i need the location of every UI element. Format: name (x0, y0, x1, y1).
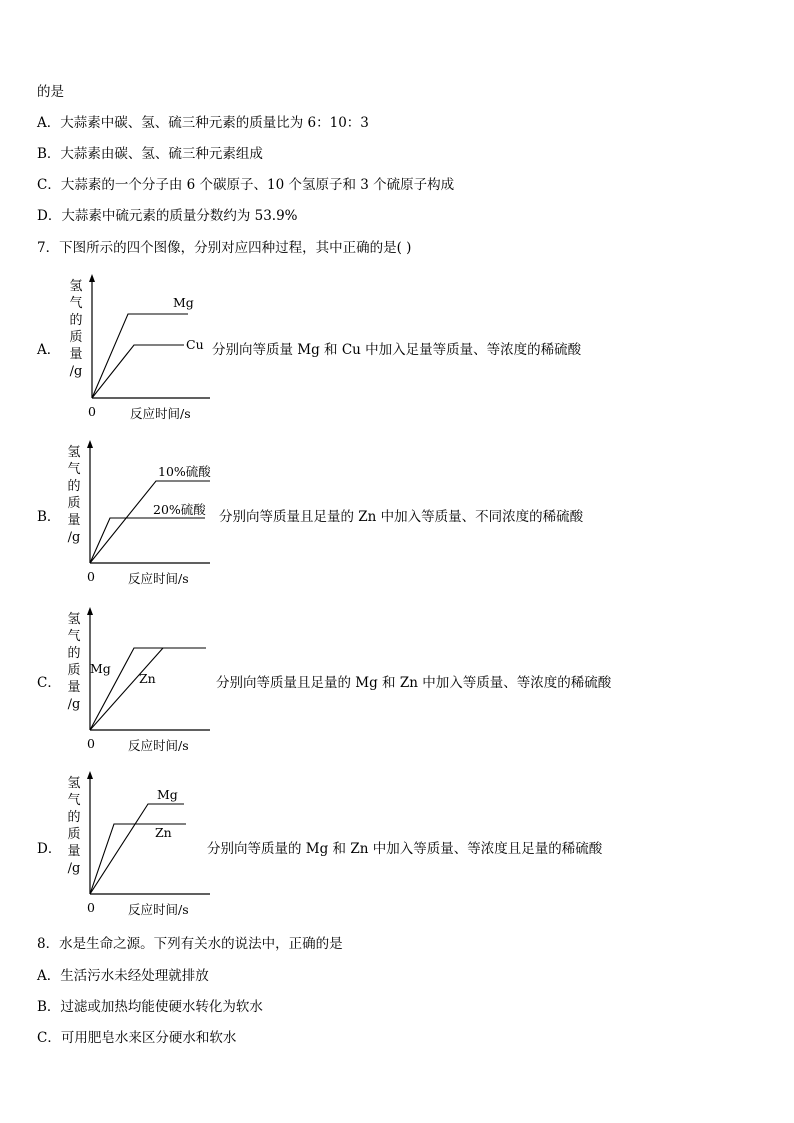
q7-graph-b (60, 436, 210, 596)
y-axis-label (64, 775, 84, 877)
ylabel-char: 量 (67, 513, 81, 528)
q8-option-c (37, 1029, 236, 1047)
option-letter: B． (37, 146, 61, 162)
ylabel-char: 量 (67, 844, 81, 859)
option-letter: A． (37, 115, 61, 131)
ylabel-char: 氢 (69, 279, 83, 294)
ylabel-char: 质 (67, 827, 81, 842)
ylabel-char: 氢 (67, 445, 81, 460)
ylabel-char: /g (69, 364, 83, 379)
q7-option-b-desc: 分别向等质量且足量的 Zn 中加入等质量、不同浓度的稀硫酸 (219, 509, 584, 525)
ylabel-char: 的 (67, 479, 81, 494)
q6-tail: 的是 (37, 84, 64, 100)
q7-option-a-letter: A． (37, 342, 61, 358)
q6-option-d (37, 207, 298, 225)
series-mg-line (92, 314, 188, 398)
y-axis-arrow (87, 771, 93, 779)
ylabel-char: 氢 (67, 612, 81, 627)
q8-option-a (37, 967, 209, 985)
y-axis-label (64, 611, 84, 713)
ylabel-char: 量 (67, 680, 81, 695)
series-label-zn: Zn (155, 825, 172, 840)
ylabel-char: 量 (69, 347, 83, 362)
x-axis-label: 反应时间/s (128, 571, 189, 586)
series-label-10pct: 10%硫酸 (158, 464, 211, 479)
ylabel-char: /g (67, 861, 81, 876)
q8-option-b (37, 998, 263, 1016)
ylabel-char: 的 (67, 646, 81, 661)
option-letter: D． (37, 208, 62, 224)
ylabel-char: 质 (69, 330, 83, 345)
option-letter: C． (37, 1030, 61, 1046)
q7-graph-c (60, 603, 210, 763)
ylabel-char: 气 (67, 793, 81, 808)
y-axis-label (64, 444, 84, 546)
option-text: 大蒜素由碳、氢、硫三种元素组成 (60, 146, 263, 162)
ylabel-char: 氢 (67, 776, 81, 791)
q6-option-a (37, 114, 369, 132)
ylabel-char: 气 (69, 296, 83, 311)
ylabel-char: 质 (67, 496, 81, 511)
option-text: 生活污水未经处理就排放 (60, 968, 209, 984)
x-axis-label: 反应时间/s (128, 902, 189, 917)
option-letter: B． (37, 999, 61, 1015)
option-letter: C． (37, 177, 61, 193)
q7-option-a-desc: 分别向等质量 Mg 和 Cu 中加入足量等质量、等浓度的稀硫酸 (212, 342, 582, 358)
ylabel-char: /g (67, 697, 81, 712)
y-axis-label (66, 278, 86, 380)
ylabel-char: 质 (67, 663, 81, 678)
y-axis-arrow (89, 274, 95, 282)
q7-option-d-letter: D． (37, 841, 62, 857)
series-label-20pct: 20%硫酸 (153, 502, 206, 517)
series-label-cu: Cu (186, 337, 204, 352)
q7-option-b-letter: B． (37, 509, 61, 525)
q6-option-c (37, 176, 454, 194)
q7-graph-a (60, 270, 210, 430)
x-axis-label: 反应时间/s (130, 406, 191, 421)
x-axis-label: 反应时间/s (128, 738, 189, 753)
q7-stem: 7．下图所示的四个图像，分别对应四种过程，其中正确的是( ) (37, 240, 412, 256)
series-20pct-line (90, 518, 205, 563)
series-mg-line (90, 804, 184, 894)
y-axis-arrow (87, 607, 93, 615)
series-label-mg: Mg (90, 661, 111, 676)
origin-label: 0 (87, 900, 95, 915)
option-text: 大蒜素的一个分子由 6 个碳原子、10 个氢原子和 3 个硫原子构成 (60, 177, 455, 193)
option-text: 大蒜素中碳、氢、硫三种元素的质量比为 6：10：3 (60, 115, 369, 131)
series-label-mg: Mg (173, 295, 194, 310)
q7-option-c-letter: C． (37, 675, 61, 691)
ylabel-char: 气 (67, 462, 81, 477)
q7-option-d-desc: 分别向等质量的 Mg 和 Zn 中加入等质量、等浓度且足量的稀硫酸 (207, 841, 603, 857)
ylabel-char: 的 (67, 810, 81, 825)
q6-option-b (37, 145, 263, 163)
option-text: 可用肥皂水来区分硬水和软水 (60, 1030, 237, 1046)
series-cu-line (92, 345, 184, 398)
series-label-mg: Mg (157, 787, 178, 802)
option-text: 大蒜素中硫元素的质量分数约为 53.9% (61, 208, 298, 224)
q8-stem: 8．水是生命之源。下列有关水的说法中，正确的是 (37, 936, 343, 952)
ylabel-char: /g (67, 530, 81, 545)
option-text: 过滤或加热均能使硬水转化为软水 (60, 999, 263, 1015)
ylabel-char: 气 (67, 629, 81, 644)
q7-graph-d (60, 767, 210, 927)
option-letter: A． (37, 968, 61, 984)
q7-option-c-desc: 分别向等质量且足量的 Mg 和 Zn 中加入等质量、等浓度的稀硫酸 (216, 675, 612, 691)
origin-label: 0 (87, 736, 95, 751)
ylabel-char: 的 (69, 313, 83, 328)
origin-label: 0 (88, 404, 96, 419)
series-label-zn: Zn (139, 671, 156, 686)
y-axis-arrow (87, 440, 93, 448)
origin-label: 0 (87, 569, 95, 584)
